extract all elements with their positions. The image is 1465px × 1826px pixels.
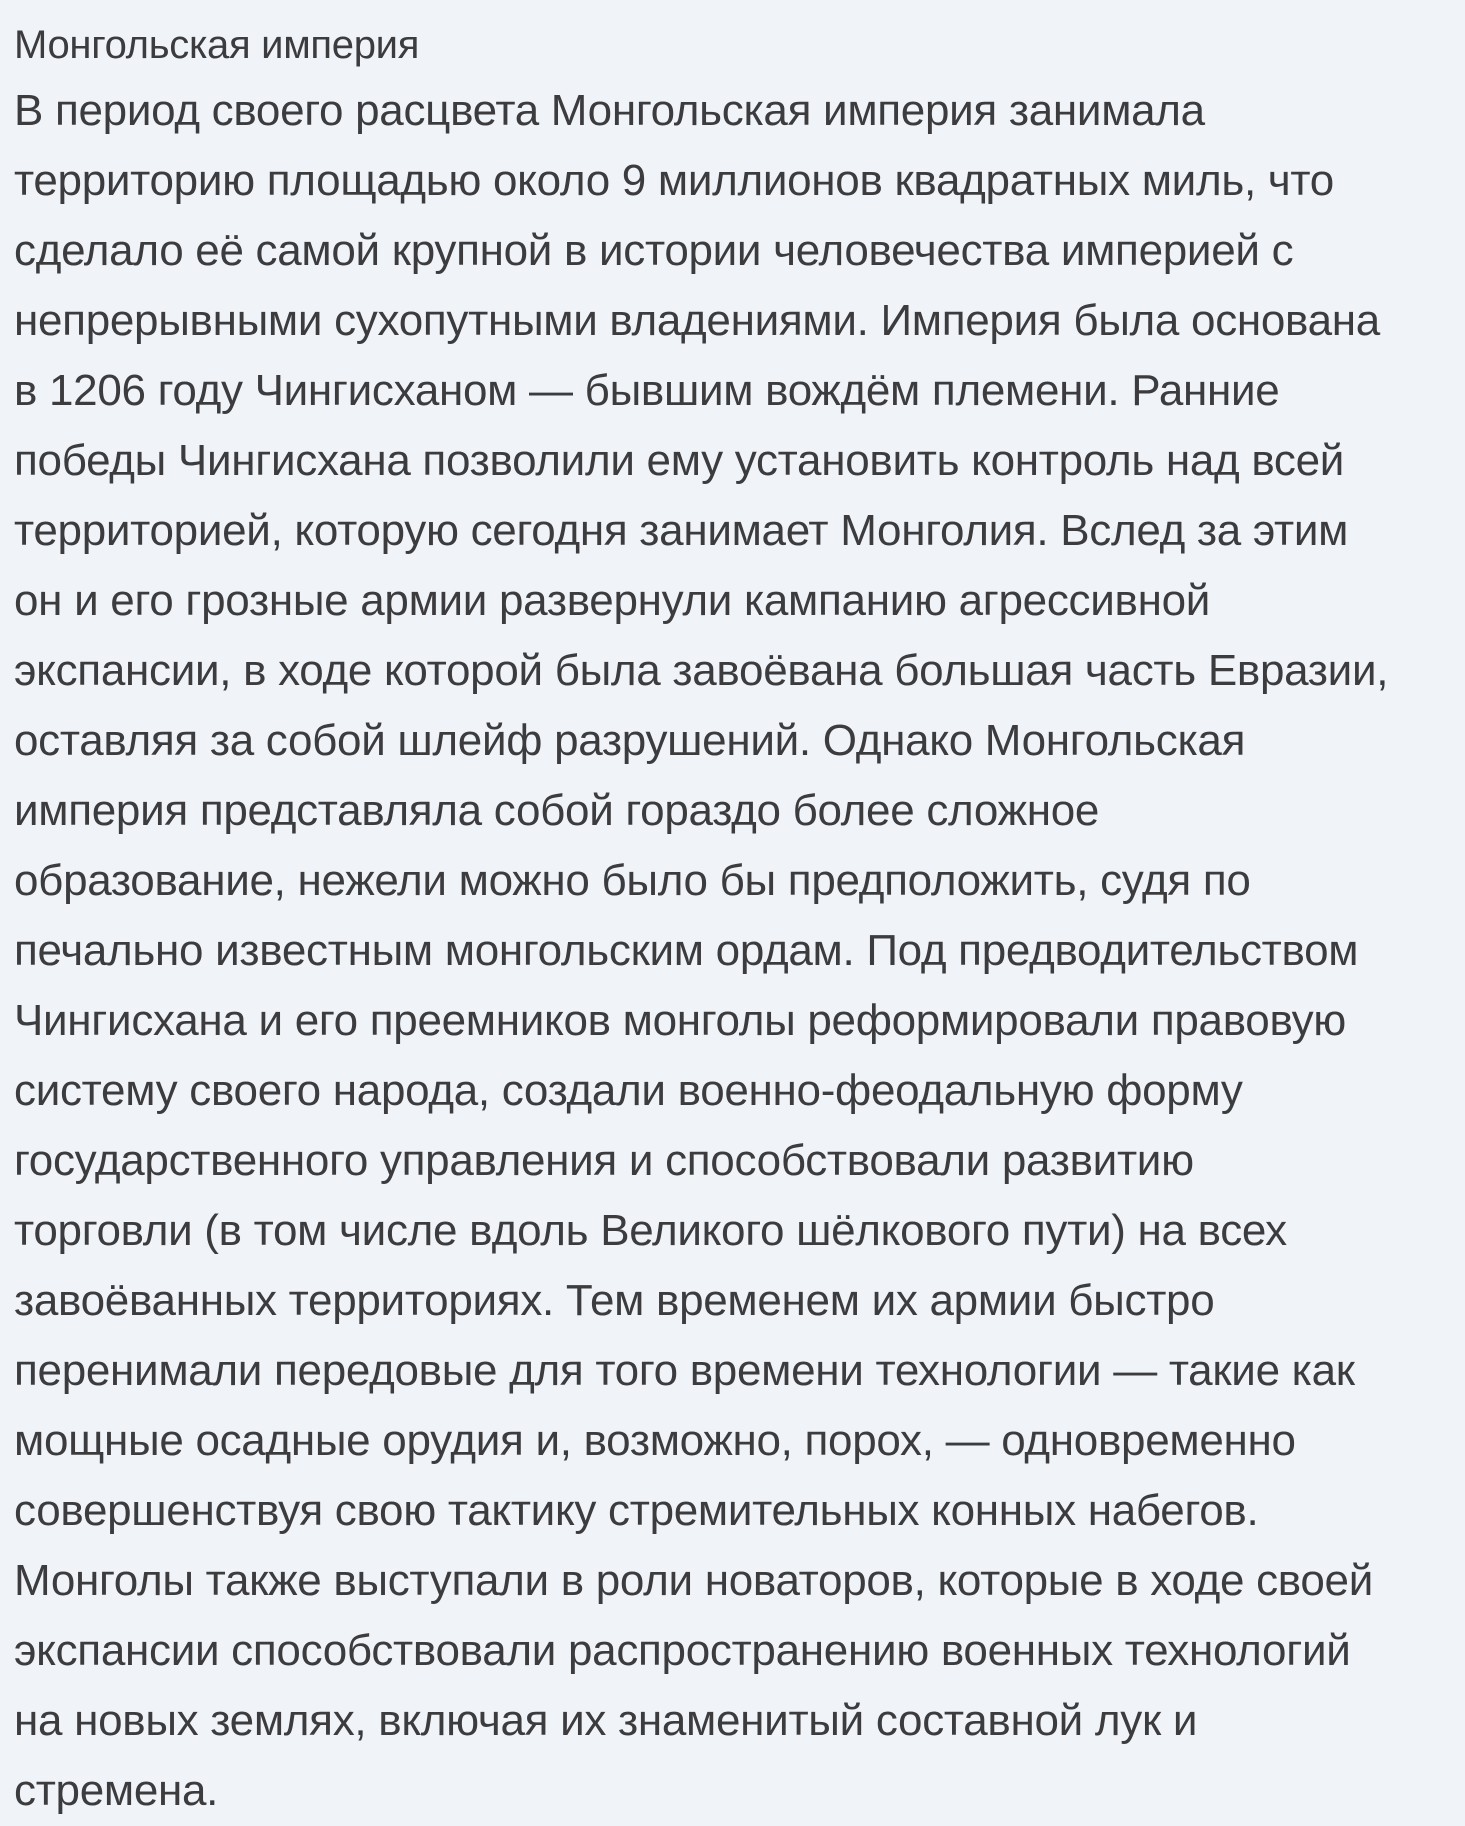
body-line: Монголы также выступали в роли новаторов, которые в ходе своей bbox=[14, 1556, 1374, 1605]
body-line: экспансии способствовали распространению военных технологий bbox=[14, 1626, 1351, 1675]
body-line: государственного управления и способствовали развитию bbox=[14, 1136, 1194, 1185]
body-line: совершенствуя свою тактику стремительных конных набегов. bbox=[14, 1486, 1259, 1535]
body-line: стремена. bbox=[14, 1766, 219, 1815]
body-line: оставляя за собой шлейф разрушений. Однако Монгольская bbox=[14, 716, 1246, 765]
article-body bbox=[14, 76, 1454, 1826]
body-line: империя представляла собой гораздо более сложное bbox=[14, 786, 1100, 835]
body-line: он и его грозные армии развернули кампанию агрессивной bbox=[14, 576, 1211, 625]
body-line: В период своего расцвета Монгольская империя занимала bbox=[14, 86, 1205, 135]
body-line: завоёванных территориях. Тем временем их армии быстро bbox=[14, 1276, 1215, 1325]
body-line: торговли (в том числе вдоль Великого шёлкового пути) на всех bbox=[14, 1206, 1287, 1255]
body-line: территорией, которую сегодня занимает Монголия. Вслед за этим bbox=[14, 506, 1349, 555]
body-line: мощные осадные орудия и, возможно, порох, — одновременно bbox=[14, 1416, 1296, 1465]
body-line: сделало её самой крупной в истории человечества империей с bbox=[14, 226, 1294, 275]
body-line: непрерывными сухопутными владениями. Империя была основана bbox=[14, 296, 1380, 345]
body-line: образование, нежели можно было бы предположить, судя по bbox=[14, 856, 1251, 905]
body-line: систему своего народа, создали военно-феодальную форму bbox=[14, 1066, 1243, 1115]
article bbox=[14, 14, 1454, 1826]
article-title: Монгольская империя bbox=[14, 23, 420, 67]
body-line: Чингисхана и его преемников монголы реформировали правовую bbox=[14, 996, 1346, 1045]
body-line: территорию площадью около 9 миллионов квадратных миль, что bbox=[14, 156, 1334, 205]
body-line: экспансии, в ходе которой была завоёвана большая часть Евразии, bbox=[14, 646, 1389, 695]
body-line: на новых землях, включая их знаменитый составной лук и bbox=[14, 1696, 1198, 1745]
body-line: печально известным монгольским ордам. Под предводительством bbox=[14, 926, 1359, 975]
body-line: победы Чингисхана позволили ему установить контроль над всей bbox=[14, 436, 1345, 485]
body-line: в 1206 году Чингисханом — бывшим вождём племени. Ранние bbox=[14, 366, 1280, 415]
body-line: перенимали передовые для того времени технологии — такие как bbox=[14, 1346, 1355, 1395]
